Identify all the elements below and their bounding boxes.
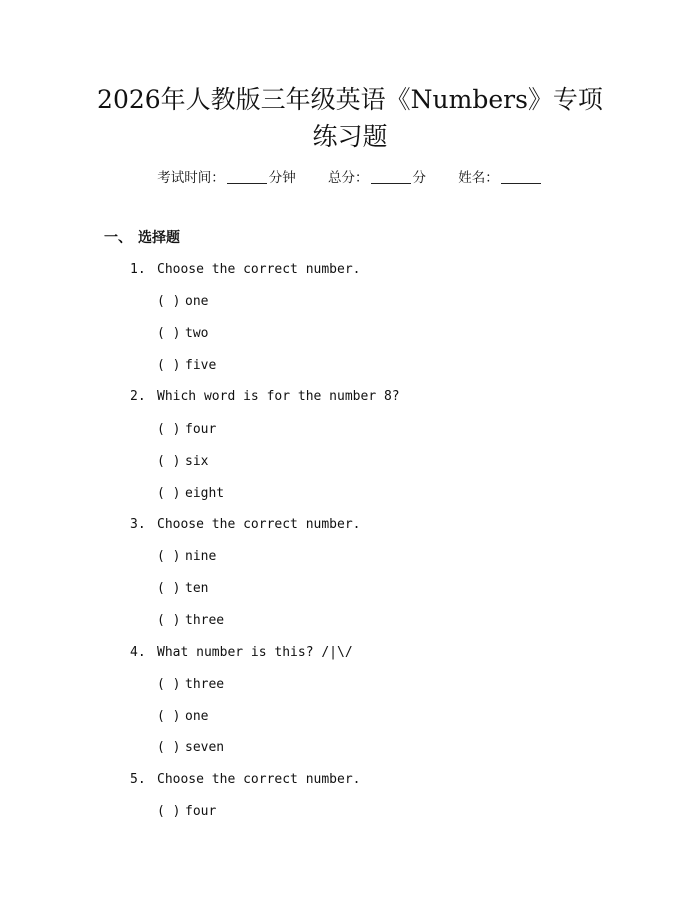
question-number: 1. bbox=[130, 262, 146, 277]
student-name-field bbox=[458, 168, 543, 188]
question-text: Choose the correct number. bbox=[157, 517, 361, 532]
total-score-blank bbox=[371, 169, 411, 184]
question-row bbox=[0, 516, 700, 534]
answer-bracket[interactable]: ( ) bbox=[157, 422, 181, 437]
question-number: 4. bbox=[130, 645, 146, 660]
answer-bracket[interactable]: ( ) bbox=[157, 740, 181, 755]
answer-bracket[interactable]: ( ) bbox=[157, 326, 181, 341]
option-row[interactable] bbox=[0, 453, 700, 471]
option-text: one bbox=[185, 294, 209, 309]
question-text: Choose the correct number. bbox=[157, 772, 361, 787]
exam-time-blank bbox=[227, 169, 267, 184]
option-text: four bbox=[185, 804, 217, 819]
option-text: five bbox=[185, 358, 217, 373]
answer-bracket[interactable]: ( ) bbox=[157, 677, 181, 692]
option-text: one bbox=[185, 709, 209, 724]
total-score-label: 总分： bbox=[328, 170, 369, 186]
option-text: eight bbox=[185, 486, 225, 501]
question-number: 2. bbox=[130, 389, 146, 404]
question-row bbox=[0, 644, 700, 662]
answer-bracket[interactable]: ( ) bbox=[157, 581, 181, 596]
question-text: What number is this? /|\/ bbox=[157, 645, 353, 660]
total-score-unit: 分 bbox=[412, 170, 426, 186]
option-row[interactable] bbox=[0, 708, 700, 726]
answer-bracket[interactable]: ( ) bbox=[157, 454, 181, 469]
question-row bbox=[0, 388, 700, 406]
section-heading bbox=[104, 228, 180, 248]
option-text: two bbox=[185, 326, 209, 341]
exam-time-label: 考试时间： bbox=[157, 170, 225, 186]
option-row[interactable] bbox=[0, 357, 700, 375]
option-row[interactable] bbox=[0, 548, 700, 566]
section-title: 选择题 bbox=[138, 230, 180, 246]
option-row[interactable] bbox=[0, 676, 700, 694]
option-text: three bbox=[185, 677, 225, 692]
answer-bracket[interactable]: ( ) bbox=[157, 549, 181, 564]
answer-bracket[interactable]: ( ) bbox=[157, 709, 181, 724]
exam-time-field bbox=[157, 168, 296, 188]
answer-bracket[interactable]: ( ) bbox=[157, 613, 181, 628]
option-text: six bbox=[185, 454, 209, 469]
option-row[interactable] bbox=[0, 803, 700, 821]
option-row[interactable] bbox=[0, 739, 700, 757]
question-text: Choose the correct number. bbox=[157, 262, 361, 277]
option-row[interactable] bbox=[0, 612, 700, 630]
question-text: Which word is for the number 8? bbox=[157, 389, 400, 404]
answer-bracket[interactable]: ( ) bbox=[157, 486, 181, 501]
option-text: nine bbox=[185, 549, 217, 564]
exam-info-row bbox=[0, 168, 700, 188]
option-text: ten bbox=[185, 581, 209, 596]
document-title-line-1: 2026年人教版三年级英语《Numbers》专项 bbox=[97, 85, 603, 114]
exam-time-unit: 分钟 bbox=[268, 170, 296, 186]
answer-bracket[interactable]: ( ) bbox=[157, 358, 181, 373]
document-title-line-2: 练习题 bbox=[312, 122, 388, 151]
option-row[interactable] bbox=[0, 580, 700, 598]
option-text: seven bbox=[185, 740, 225, 755]
question-number: 3. bbox=[130, 517, 146, 532]
total-score-field bbox=[328, 168, 426, 188]
option-row[interactable] bbox=[0, 485, 700, 503]
option-row[interactable] bbox=[0, 325, 700, 343]
question-row bbox=[0, 771, 700, 789]
student-name-label: 姓名： bbox=[458, 170, 499, 186]
option-text: four bbox=[185, 422, 217, 437]
question-row bbox=[0, 261, 700, 279]
section-number: 一、 bbox=[104, 230, 132, 246]
option-row[interactable] bbox=[0, 293, 700, 311]
option-row[interactable] bbox=[0, 421, 700, 439]
answer-bracket[interactable]: ( ) bbox=[157, 804, 181, 819]
answer-bracket[interactable]: ( ) bbox=[157, 294, 181, 309]
option-text: three bbox=[185, 613, 225, 628]
question-number: 5. bbox=[130, 772, 146, 787]
student-name-blank bbox=[501, 169, 541, 184]
